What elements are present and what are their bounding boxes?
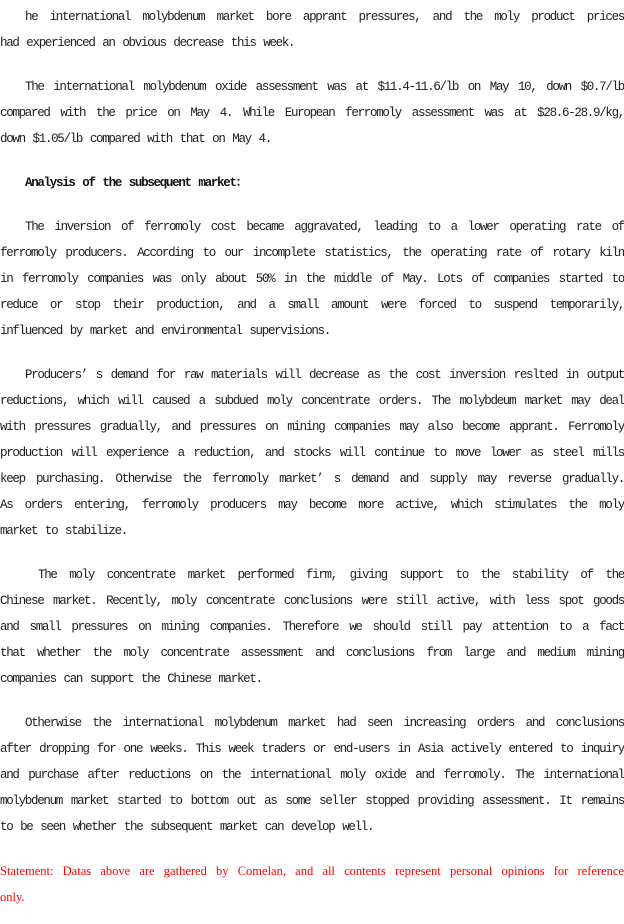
- paragraph: [0, 74, 624, 152]
- text-line: The moly concentrate market performed firm, giving support to the stability of the: [38, 568, 624, 582]
- text-line: to be seen whether the subsequent market can develop well.: [0, 820, 374, 834]
- text-line: and purchase after reductions on the international moly oxide and ferromoly. The international: [0, 768, 624, 782]
- text-line: Analysis of the subsequent market：: [25, 176, 247, 190]
- paragraph: [0, 562, 624, 692]
- text-line: with pressures gradually, and pressures on mining companies may also become apprant. Ferromoly: [0, 420, 624, 434]
- text-line: keep purchasing. Otherwise the ferromoly market’ s demand and supply may reverse gradually.: [0, 472, 624, 486]
- text-line: The inversion of ferromoly cost became aggravated, leading to a lower operating rate of: [25, 220, 624, 234]
- text-line: had experienced an obvious decrease this week.: [0, 36, 295, 50]
- text-line: reductions, which will caused a subdued moly concentrate orders. The molybdeum market may deal: [0, 394, 624, 408]
- text-line: Chinese market. Recently, moly concentrate conclusions were still active, with less spot goods: [0, 594, 624, 608]
- text-line: Statement: Datas above are gathered by Comelan, and all contents represent personal opinions for reference: [0, 864, 624, 878]
- text-line: companies can support the Chinese market.: [0, 672, 262, 686]
- text-line: in ferromoly companies was only about 50% in the middle of May. Lots of companies started to: [0, 272, 624, 286]
- text-line: compared with the price on May 4. While European ferromoly assessment was at $28.6-28.9/kg,: [0, 106, 624, 120]
- text-line: he international molybdenum market bore apprant pressures, and the moly product prices: [25, 10, 624, 24]
- paragraph: [0, 710, 624, 840]
- section-heading: [0, 170, 624, 196]
- text-line: reduce or stop their production, and a small amount were forced to suspend temporarily,: [0, 298, 624, 312]
- text-line: down $1.05/lb compared with that on May 4.: [0, 132, 271, 146]
- paragraph: [0, 214, 624, 344]
- text-line: molybdenum market started to bottom out as some seller stopped providing assessment. It remains: [0, 794, 624, 808]
- text-line: after dropping for one weeks. This week traders or end-users in Asia actively entered to inquiry: [0, 742, 624, 756]
- text-line: only.: [0, 890, 25, 904]
- text-line: production will experience a reduction, and stocks will continue to move lower as steel mills: [0, 446, 624, 460]
- paragraph: [0, 4, 624, 56]
- disclaimer-statement: [0, 858, 624, 910]
- text-line: The international molybdenum oxide assessment was at $11.4-11.6/lb on May 10, down $0.7/lb: [25, 80, 624, 94]
- text-line: As orders entering, ferromoly producers may become more active, which stimulates the moly: [0, 498, 624, 512]
- text-line: influenced by market and environmental supervisions.: [0, 324, 330, 338]
- text-line: ferromoly producers. According to our incomplete statistics, the operating rate of rotary kiln: [0, 246, 624, 260]
- text-line: Producers’ s demand for raw materials will decrease as the cost inversion reslted in output: [25, 368, 624, 382]
- paragraph: [0, 362, 624, 544]
- text-line: that whether the moly concentrate assessment and conclusions from large and medium mining: [0, 646, 624, 660]
- text-line: market to stabilize.: [0, 524, 128, 538]
- text-line: Otherwise the international molybdenum market had seen increasing orders and conclusions: [25, 716, 624, 730]
- text-line: and small pressures on mining companies. Therefore we should still pay attention to a fact: [0, 620, 624, 634]
